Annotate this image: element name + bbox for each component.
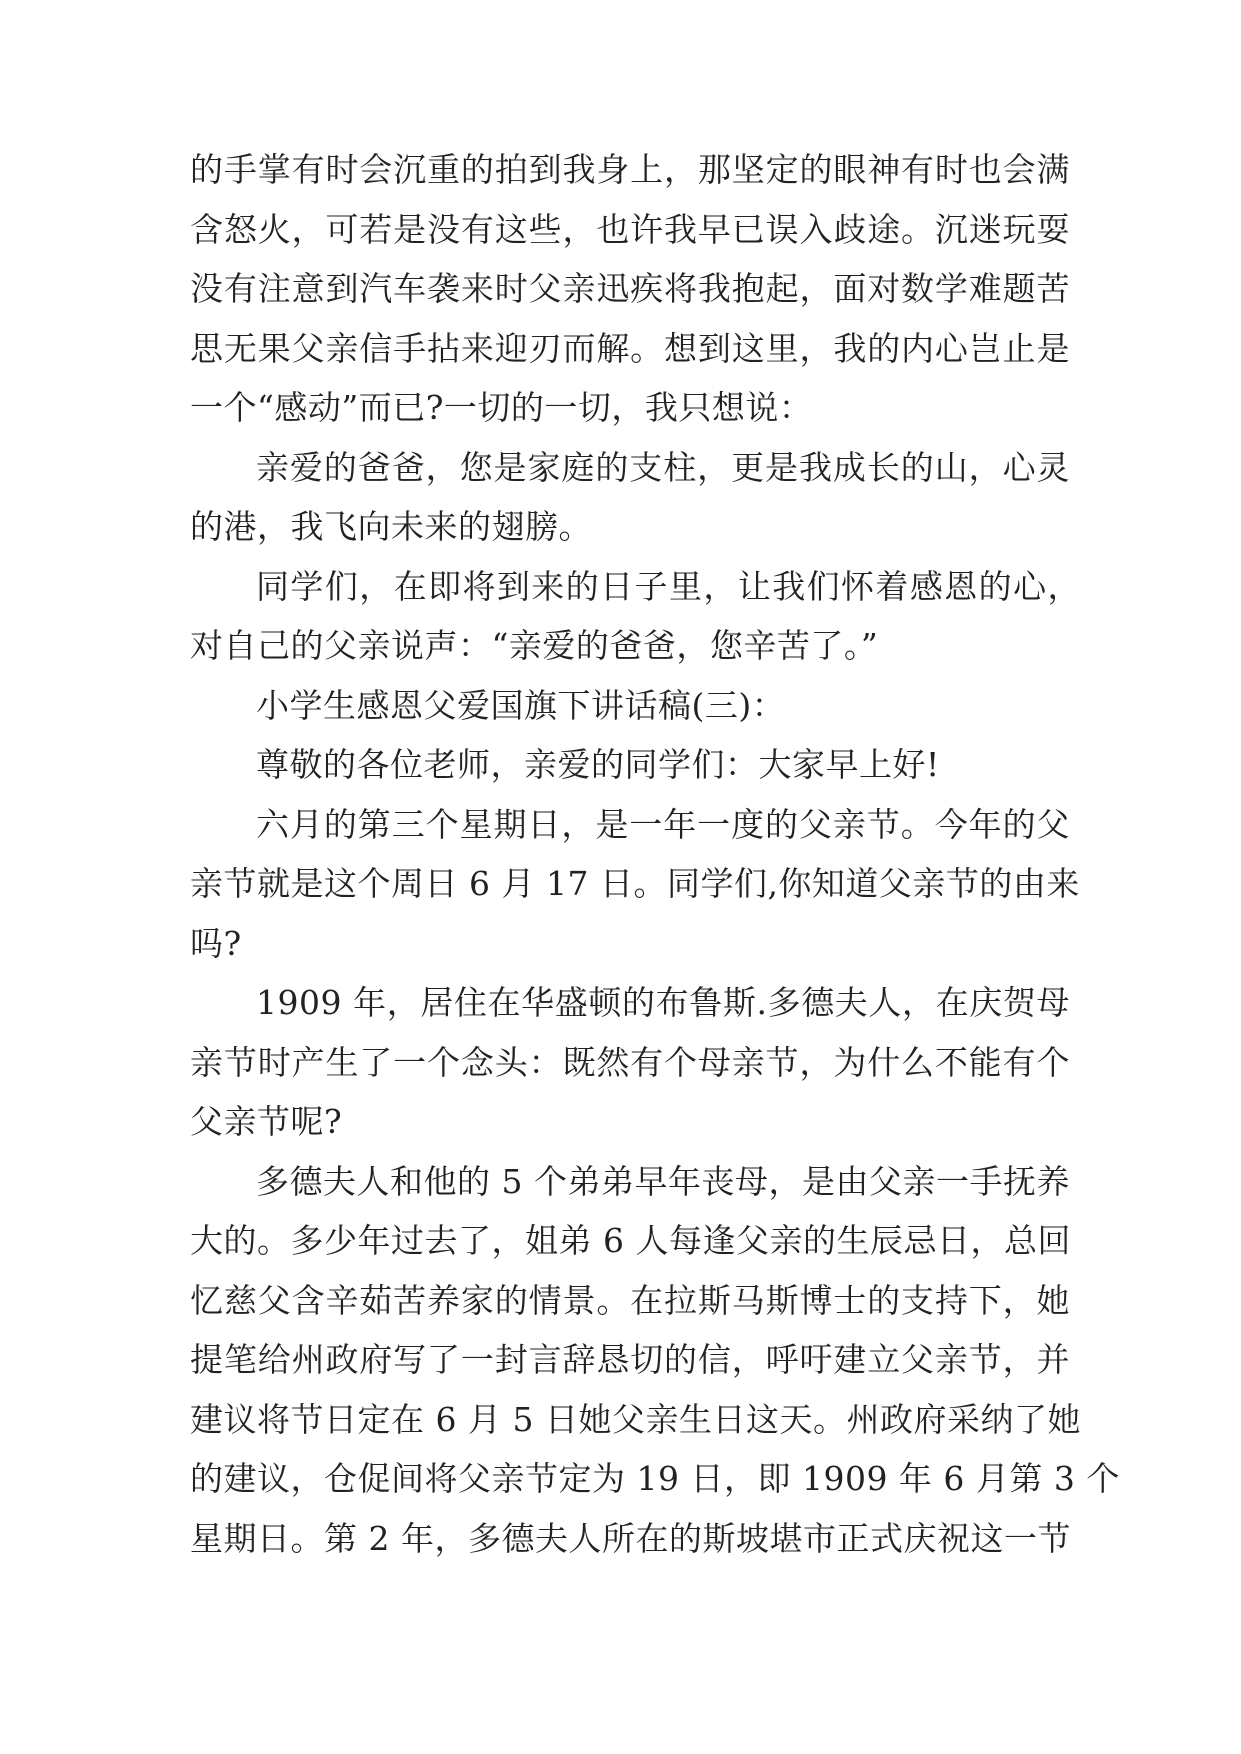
- text-line: 思无果父亲信手拈来迎刃而解。想到这里，我的内心岂止是: [190, 329, 1070, 368]
- paragraph-first-line: 六月的第三个星期日，是一年一度的父亲节。今年的父: [256, 805, 1070, 844]
- text-line: 的建议，仓促间将父亲节定为 19 日，即 1909 年 6 月第 3 个: [190, 1459, 1120, 1498]
- paragraph-first-line: 1909 年，居住在华盛顿的布鲁斯.多德夫人，在庆贺母: [256, 983, 1070, 1022]
- paragraph-first-line: 多德夫人和他的 5 个弟弟早年丧母，是由父亲一手抚养: [256, 1162, 1070, 1201]
- greeting-line: 尊敬的各位老师，亲爱的同学们：大家早上好!: [256, 745, 940, 784]
- paragraph-first-line: 亲爱的爸爸，您是家庭的支柱，更是我成长的山，心灵: [256, 448, 1070, 487]
- paragraph-first-line: 同学们，在即将到来的日子里，让我们怀着感恩的心，: [256, 567, 1081, 606]
- text-line: 一个“感动”而已?一切的一切，我只想说：: [190, 388, 813, 427]
- speech-title: 小学生感恩父爱国旗下讲话稿(三)：: [256, 686, 786, 725]
- text-line: 父亲节呢?: [190, 1102, 343, 1141]
- text-line: 没有注意到汽车袭来时父亲迅疾将我抱起，面对数学难题苦: [190, 269, 1070, 308]
- text-line: 亲节时产生了一个念头：既然有个母亲节，为什么不能有个: [190, 1043, 1070, 1082]
- text-line: 的港，我飞向未来的翅膀。: [190, 507, 592, 546]
- text-line: 忆慈父含辛茹苦养家的情景。在拉斯马斯博士的支持下，她: [190, 1281, 1070, 1320]
- text-line: 星期日。第 2 年，多德夫人所在的斯坡堪市正式庆祝这一节: [190, 1519, 1071, 1558]
- text-line: 含怒火，可若是没有这些，也许我早已误入歧途。沉迷玩耍: [190, 210, 1070, 249]
- text-line: 亲节就是这个周日 6 月 17 日。同学们,你知道父亲节的由来: [190, 864, 1080, 903]
- text-line: 吗?: [190, 924, 242, 963]
- text-line: 的手掌有时会沉重的拍到我身上，那坚定的眼神有时也会满: [190, 150, 1070, 189]
- text-line: 大的。多少年过去了，姐弟 6 人每逢父亲的生辰忌日，总回: [190, 1221, 1071, 1260]
- text-line: 提笔给州政府写了一封言辞恳切的信，呼吁建立父亲节，并: [190, 1340, 1070, 1379]
- text-line: 建议将节日定在 6 月 5 日她父亲生日这天。州政府采纳了她: [190, 1400, 1081, 1439]
- text-line: 对自己的父亲说声：“亲爱的爸爸，您辛苦了。”: [190, 626, 879, 665]
